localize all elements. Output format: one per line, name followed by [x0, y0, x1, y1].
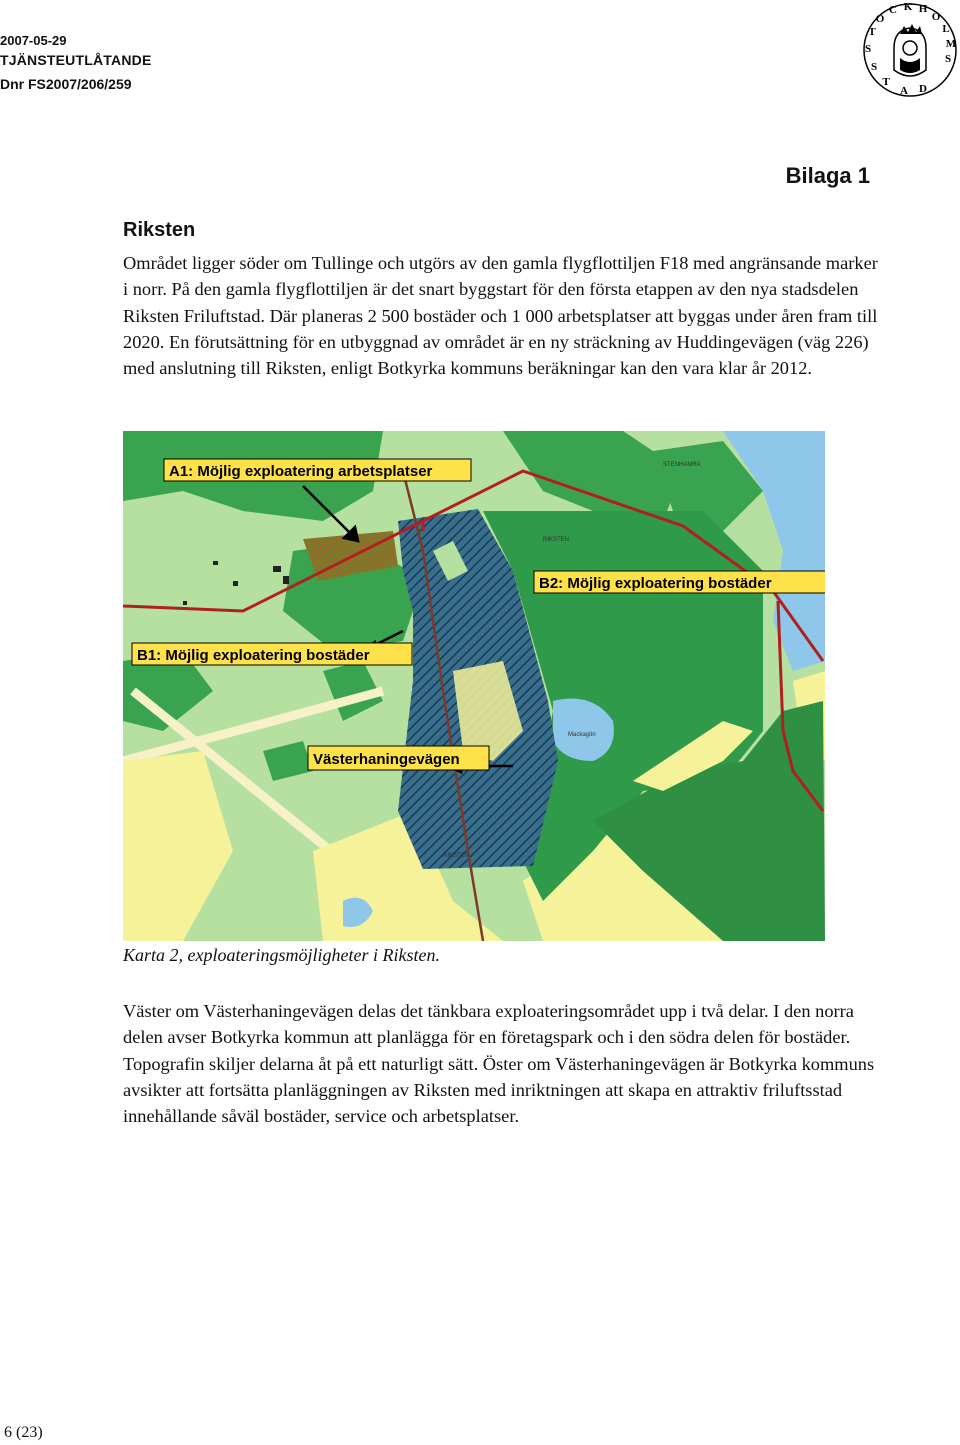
page-number: 6 (23) [4, 1424, 43, 1441]
svg-text:S: S [864, 43, 872, 55]
exploitation-map [123, 431, 825, 941]
label-a1-text: A1: Möjlig exploatering arbetsplatser [169, 463, 433, 480]
svg-text:T: T [868, 26, 876, 38]
document-date: 2007-05-29 [0, 33, 67, 48]
svg-text:M: M [945, 38, 957, 50]
place-lake: Mackagön [568, 732, 596, 738]
place-riksten-north: RIKSTEN [543, 537, 570, 543]
svg-text:S: S [944, 53, 952, 65]
svg-text:T: T [882, 76, 890, 88]
svg-text:S: S [870, 61, 878, 73]
place-stenhamra: STENHAMRA [663, 462, 701, 468]
stockholms-stad-logo [860, 0, 960, 100]
svg-text:L: L [942, 23, 950, 35]
label-b1 [132, 643, 412, 665]
document-number: Dnr FS2007/206/259 [0, 76, 132, 92]
place-riksten-south: RIKSTEN [443, 853, 470, 859]
appendix-label: Bilaga 1 [785, 163, 870, 188]
label-a1 [164, 459, 471, 481]
body-paragraph: Väster om Västerhaningevägen delas det tänkbara exploateringsområdet upp i två delar. I den norra delen avser Botkyrka kommun att planlägga för en företagspark och i den södra delen för bostäder. Topografin skiljer delarna åt på ett naturligt sätt. Öster om Västerhaningevägen är Botkyrka kommuns avsikter att fortsätta planläggningen av Riksten med inriktningen att skapa en attraktiv friluftsstad innehållande såväl bostäder, service och arbetsplatser. [123, 1001, 875, 1127]
intro-paragraph: Området ligger söder om Tullinge och utgörs av den gamla flygflottiljen F18 med angränsande marker i norr. På den gamla flygflottiljen är det snart byggstart för den första etappen av den nya stadsdelen Riksten Friluftstad. Där planeras 2 500 bostäder och 1 000 arbetsplatser att byggas under åren fram till 2020. En förutsättning för en utbyggnad av området är en ny sträckning av Huddingevägen (väg 226) med anslutning till Riksten, enligt Botkyrka kommuns beräkningar kan den vara klar år 2012. [123, 253, 878, 379]
label-b1-text: B1: Möjlig exploatering bostäder [137, 647, 370, 664]
section-title: Riksten [123, 219, 196, 241]
svg-text:C: C [889, 4, 897, 16]
svg-text:H: H [918, 3, 928, 15]
label-b2 [534, 571, 825, 593]
map-caption: Karta 2, exploateringsmöjligheter i Riksten. [123, 945, 440, 965]
svg-text:O: O [875, 13, 885, 25]
svg-text:K: K [903, 1, 913, 13]
label-road-text: Västerhaningevägen [313, 751, 460, 768]
svg-text:A: A [900, 85, 908, 97]
svg-text:D: D [919, 83, 927, 95]
label-road [308, 746, 489, 770]
label-b2-text: B2: Möjlig exploatering bostäder [539, 575, 772, 592]
svg-text:O: O [931, 11, 941, 23]
document-type: TJÄNSTEUTLÅTANDE [0, 52, 152, 68]
